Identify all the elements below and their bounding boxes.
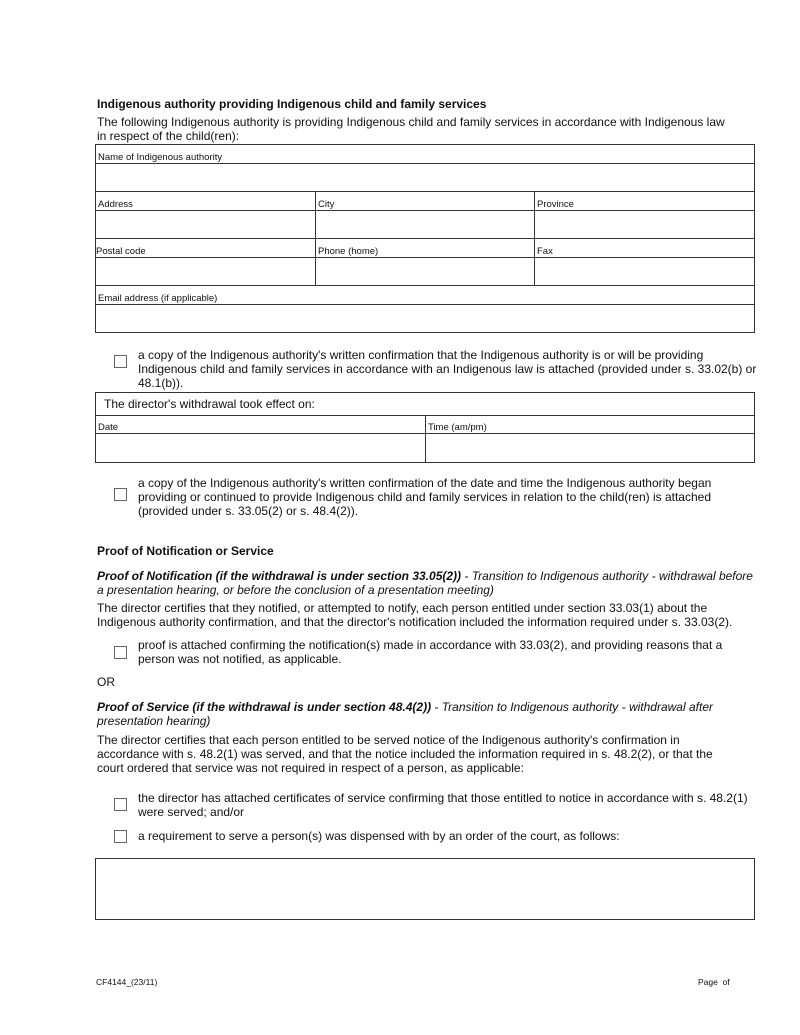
service-dispensed-text: a requirement to serve a person(s) was dispensed with by an order of the court, as follows:	[138, 829, 620, 843]
form-number: CF4144_(23/11)	[96, 977, 158, 987]
certificates-attached-checkbox[interactable]	[114, 798, 127, 811]
email-field[interactable]	[96, 305, 754, 332]
notification-body: The director certifies that they notified, or attempted to notify, each person entitled under section 33.03(1) about the Indigenous authority confirmation, and that the director's notification included the information required under s. 33.03(2).	[97, 601, 733, 629]
notification-proof-text: proof is attached confirming the notification(s) made in accordance with 33.03(2), and providing reasons that a person was not notified, as applicable.	[138, 638, 723, 666]
service-title-bold: Proof of Service (if the withdrawal is under section 48.4(2))	[97, 700, 432, 714]
certificates-attached-text: the director has attached certificates of service confirming that those entitled to notice in accordance with s. 48.2(1) were served; and/or	[138, 791, 748, 819]
province-field[interactable]	[535, 211, 754, 238]
date-label: Date	[98, 422, 119, 433]
service-body: The director certifies that each person entitled to be served notice of the Indigenous authority's confirmation in accordance with s. 48.2(1) was served, and that the notice included the information required in s. 48.2(2), or that the court ordered that service was not required in respect of a person, as applicable:	[97, 733, 713, 775]
phone-label: Phone (home)	[318, 246, 379, 257]
authority-info-table	[95, 144, 755, 333]
city-field[interactable]	[316, 211, 534, 238]
authority-name-field[interactable]	[96, 164, 754, 191]
withdrawal-time-field[interactable]	[426, 434, 754, 462]
time-label: Time (am/pm)	[428, 422, 487, 433]
city-label: City	[318, 199, 335, 210]
postal-code-field[interactable]	[96, 258, 315, 285]
withdrawal-heading: The director's withdrawal took effect on:	[104, 397, 315, 411]
court-order-details-field[interactable]	[95, 858, 755, 920]
proof-heading: Proof of Notification or Service	[97, 544, 274, 558]
service-dispensed-checkbox[interactable]	[114, 830, 127, 843]
withdrawal-date-field[interactable]	[96, 434, 425, 462]
fax-field[interactable]	[535, 258, 754, 285]
confirmation-attached-text: a copy of the Indigenous authority's written confirmation that the Indigenous authority is or will be providing Indigenous child and family services in accordance with an Indigenous law is attached (provided under s. 33.02(b) or 48.1(b)).	[138, 348, 757, 390]
date-time-confirmation-checkbox[interactable]	[114, 488, 127, 501]
date-time-confirmation-text: a copy of the Indigenous authority's written confirmation of the date and time the Indigenous authority began providing or continued to provide Indigenous child and family services in relation to the child(ren) is attached (provided under s. 33.05(2) or s. 48.4(2)).	[138, 476, 712, 518]
service-title-rest: - Transition to Indigenous authority - withdrawal after presentation hearing)	[97, 700, 713, 728]
withdrawal-effective-table	[95, 392, 755, 463]
fax-label: Fax	[537, 246, 553, 257]
service-title	[97, 700, 737, 728]
notification-title	[97, 569, 757, 597]
page-number: Page of	[698, 977, 730, 987]
notification-title-rest: - Transition to Indigenous authority - withdrawal before a presentation hearing, or before the conclusion of a presentation meeting)	[97, 569, 753, 597]
notification-proof-checkbox[interactable]	[114, 646, 127, 659]
or-label: OR	[97, 675, 115, 689]
name-label: Name of Indigenous authority	[98, 152, 223, 163]
email-label: Email address (if applicable)	[98, 293, 218, 304]
confirmation-attached-checkbox[interactable]	[114, 355, 127, 368]
postal-code-label: Postal code	[96, 246, 146, 257]
phone-field[interactable]	[316, 258, 534, 285]
section-heading-indigenous-authority: Indigenous authority providing Indigenous child and family services	[97, 97, 487, 111]
address-label: Address	[98, 199, 133, 210]
province-label: Province	[537, 199, 574, 210]
intro-text: The following Indigenous authority is providing Indigenous child and family services in accordance with Indigenous law in respect of the child(ren):	[97, 115, 725, 143]
address-field[interactable]	[96, 211, 315, 238]
notification-title-bold: Proof of Notification (if the withdrawal is under section 33.05(2))	[97, 569, 462, 583]
